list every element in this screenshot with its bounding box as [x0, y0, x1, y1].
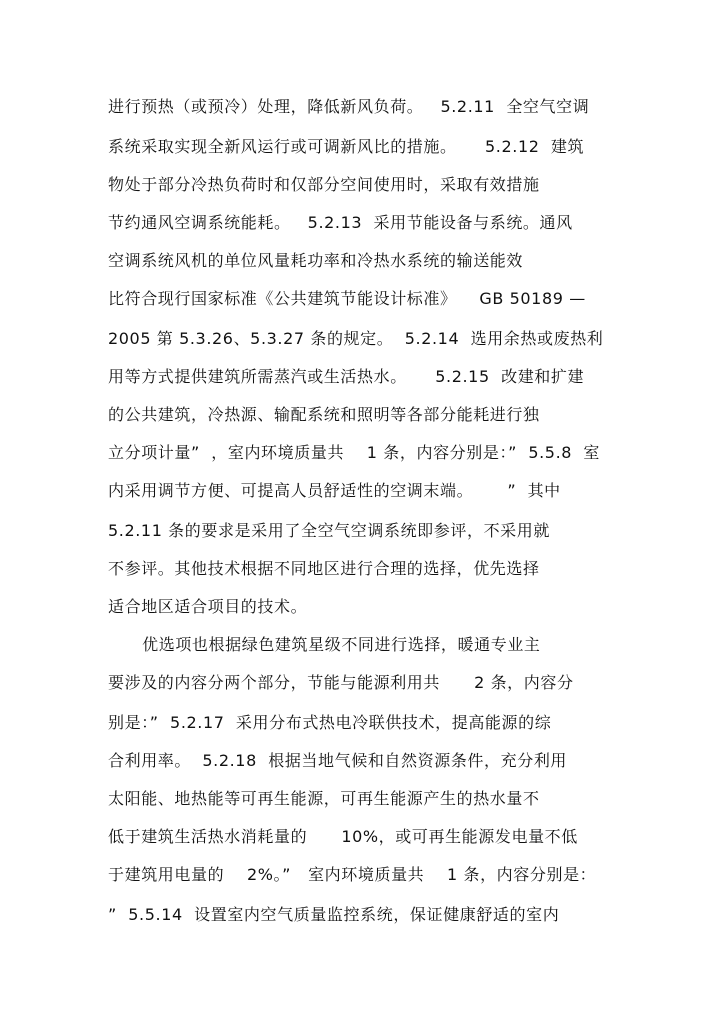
text-line: 比符合现行国家标准《公共建筑节能设计标准》 GB 50189 — [108, 289, 586, 308]
text-line: 节约通风空调系统能耗。 5.2.13 采用节能设备与系统。通风 [108, 213, 573, 232]
text-line: 用等方式提供建筑所需蒸汽或生活热水。 5.2.15 改建和扩建 [108, 367, 585, 386]
text-line: 立分项计量” ，室内环境质量共 1 条，内容分别是：” 5.5.8 室 [108, 443, 601, 462]
text-line: 优选项也根据绿色建筑星级不同进行选择，暖通专业主 [108, 635, 541, 654]
text-line: 内采用调节方便、可提高人员舒适性的空调末端。 ” 其中 [108, 481, 561, 500]
text-line: 太阳能、地热能等可再生能源，可再生能源产生的热水量不 [108, 789, 540, 808]
text-line: 系统采取实现全新风运行或可调新风比的措施。 5.2.12 建筑 [108, 137, 585, 156]
text-line: ” 5.5.14 设置室内空气质量监控系统，保证健康舒适的室内 [108, 905, 560, 924]
text-line: 于建筑用电量的 2%。” 室内环境质量共 1 条，内容分别是： [108, 865, 597, 884]
text-line: 5.2.11 条的要求是采用了全空气空调系统即参评，不采用就 [108, 521, 550, 540]
text-line: 要涉及的内容分两个部分，节能与能源利用共 2 条，内容分 [108, 673, 574, 692]
text-line: 物处于部分冷热负荷时和仅部分空间使用时，采取有效措施 [108, 175, 540, 194]
text-line: 空调系统风机的单位风量耗功率和冷热水系统的输送能效 [108, 251, 524, 270]
text-line: 合利用率。 5.2.18 根据当地气候和自然资源条件，充分利用 [108, 751, 568, 770]
text-line: 的公共建筑，冷热源、输配系统和照明等各部分能耗进行独 [108, 405, 540, 424]
text-line: 低于建筑生活热水消耗量的 10%，或可再生能源发电量不低 [108, 827, 578, 846]
text-line: 2005 第 5.3.26、5.3.27 条的规定。 5.2.14 选用余热或废热利 [108, 329, 604, 348]
text-line: 别是：” 5.2.17 采用分布式热电冷联供技术，提高能源的综 [108, 713, 552, 732]
text-line: 适合地区适合项目的技术。 [108, 597, 308, 616]
text-line: 进行预热（或预冷）处理，降低新风负荷。 5.2.11 全空气空调 [108, 97, 590, 116]
text-line: 不参评。其他技术根据不同地区进行合理的选择，优先选择 [108, 559, 540, 578]
